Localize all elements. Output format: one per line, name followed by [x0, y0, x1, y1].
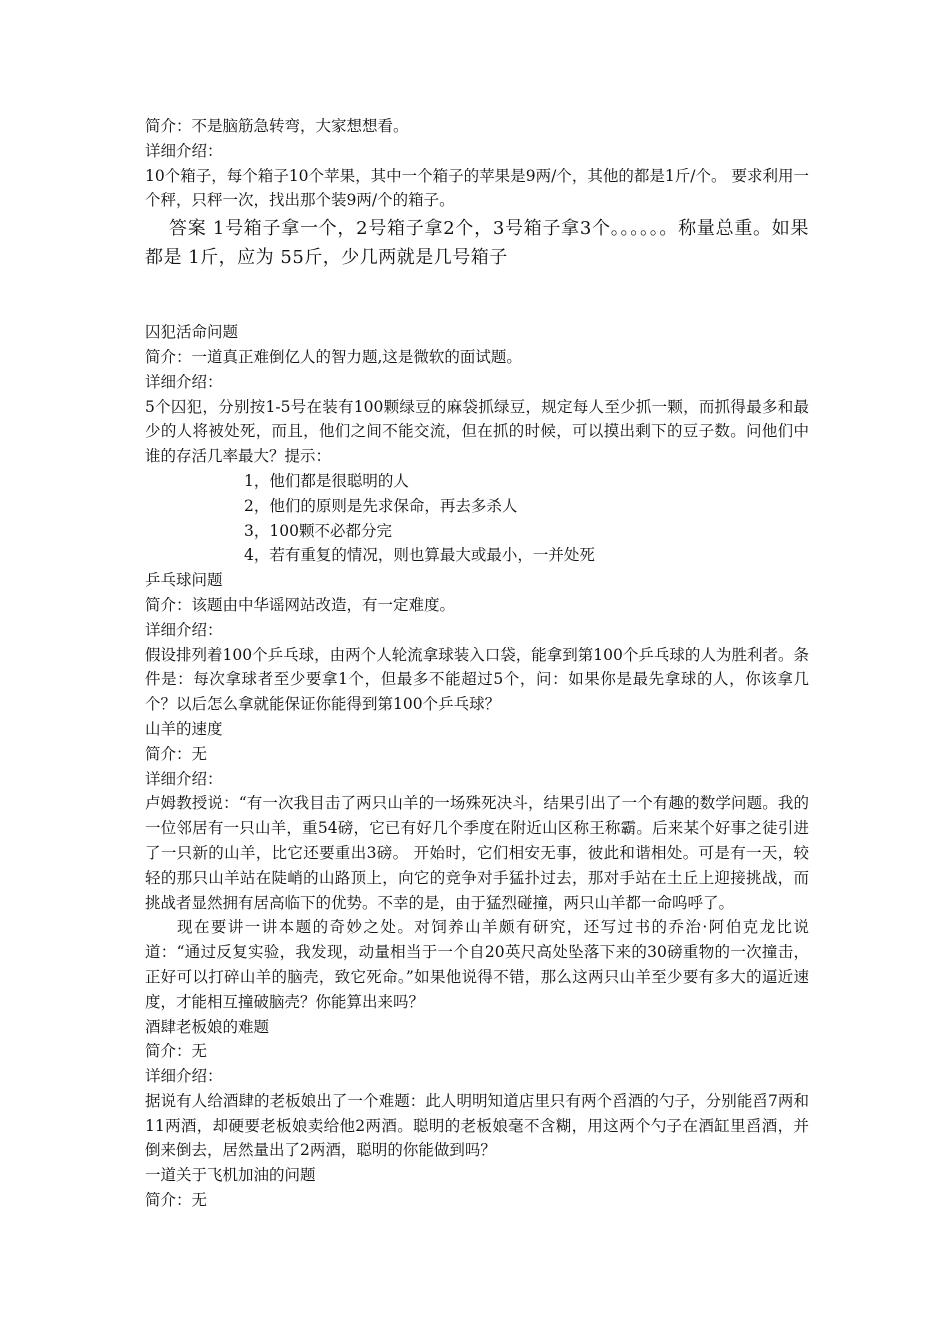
plane-title: 一道关于飞机加油的问题 [145, 1166, 316, 1185]
prisoner-intro: 简介：一道真正难倒亿人的智力题,这是微软的面试题。 [145, 347, 522, 366]
prisoner-body: 5个囚犯，分别按1-5号在装有100颗绿豆的麻袋抓绿豆，规定每人至少抓一颗，而抓得最多和最少的人将被处死，而且，他们之间不能交流，但在抓的时候，可以摸出剩下的豆子数。问他们中谁的存活几率最大？提示： [145, 397, 809, 466]
goat-body-1: 卢姆教授说：“有一次我目击了两只山羊的一场殊死决斗，结果引出了一个有趣的数学问题。我的一位邻居有一只山羊，重54磅，它已有好几个季度在附近山区称王称霸。后来某个好事之徒引进了一只新的山羊，比它还要重出3磅。 开始时，它们相安无事，彼此和谐相处。可是有一天，较轻的那只山羊站在陡峭的山路顶上，向它的竞争对手猛扑过去，那对手站在土丘上迎接挑战，而挑战者显然拥有居高临下的优势。不幸的是，由于猛烈碰撞，两只山羊都一命呜呼了。 [145, 794, 809, 912]
prisoner-title: 囚犯活命问题 [145, 323, 239, 342]
prisoner-detail-label: 详细介绍： [145, 372, 223, 391]
section-gap [145, 272, 809, 320]
pingpong-body: 假设排列着100个乒乓球，由两个人轮流拿球装入口袋，能拿到第100个乒乓球的人为胜利者。条件是：每次拿球者至少要拿1个，但最多不能超过5个，问：如果你是最先拿球的人，你该拿几个？以后怎么拿就能保证你能得到第100个乒乓球？ [145, 645, 809, 714]
goat-title: 山羊的速度 [145, 719, 223, 738]
plane-intro: 简介：无 [145, 1191, 208, 1210]
apple-body: 10个箱子，每个箱子10个苹果，其中一个箱子的苹果是9两/个，其他的都是1斤/个。 要求利用一个秤，只秤一次，找出那个装9两/个的箱子。 [145, 166, 809, 210]
wine-title: 酒肆老板娘的难题 [145, 1017, 270, 1036]
pingpong-detail-label: 详细介绍： [145, 620, 223, 639]
pingpong-intro: 简介：该题由中华谣网站改造，有一定难度。 [145, 595, 456, 614]
wine-detail-label: 详细介绍： [145, 1067, 223, 1086]
prisoner-hint-3: 3，100颗不必都分完 [244, 521, 392, 540]
goat-body-2: 现在要讲一讲本题的奇妙之处。对饲养山羊颇有研究，还写过书的乔治·阿伯克龙比说道：“通过反复实验，我发现，动量相当于一个自20英尺高处坠落下来的30磅重物的一次撞击，正好可以打碎山羊的脑壳，致它死命。”如果他说得不错，那么这两只山羊至少要有多大的逼近速度，才能相互撞破脑壳？你能算出来吗？ [145, 918, 809, 1011]
wine-body: 据说有人给酒肆的老板娘出了一个难题：此人明明知道店里只有两个舀酒的勺子，分别能舀7两和11两酒，却硬要老板娘卖给他2两酒。聪明的老板娘毫不含糊，用这两个勺子在酒缸里舀酒，并倒来倒去，居然量出了2两酒，聪明的你能做到吗？ [145, 1091, 809, 1160]
document-page [145, 114, 809, 1213]
pingpong-title: 乒乓球问题 [145, 571, 223, 590]
goat-detail-label: 详细介绍： [145, 769, 223, 788]
apple-intro: 简介：不是脑筋急转弯，大家想想看。 [145, 117, 409, 135]
prisoner-hint-1: 1，他们都是很聪明的人 [244, 471, 409, 490]
prisoner-hint-2: 2，他们的原则是先求保命，再去多杀人 [244, 496, 518, 515]
wine-intro: 简介：无 [145, 1042, 208, 1061]
apple-answer: 答案 1号箱子拿一个，2号箱子拿2个，3号箱子拿3个。。。。。。称量总重。如果都是 1斤，应为 55斤，少几两就是几号箱子 [145, 218, 809, 269]
apple-detail-label: 详细介绍： [145, 141, 223, 160]
goat-intro: 简介：无 [145, 744, 208, 763]
prisoner-hint-4: 4，若有重复的情况，则也算最大或最小，一并处死 [244, 546, 595, 565]
